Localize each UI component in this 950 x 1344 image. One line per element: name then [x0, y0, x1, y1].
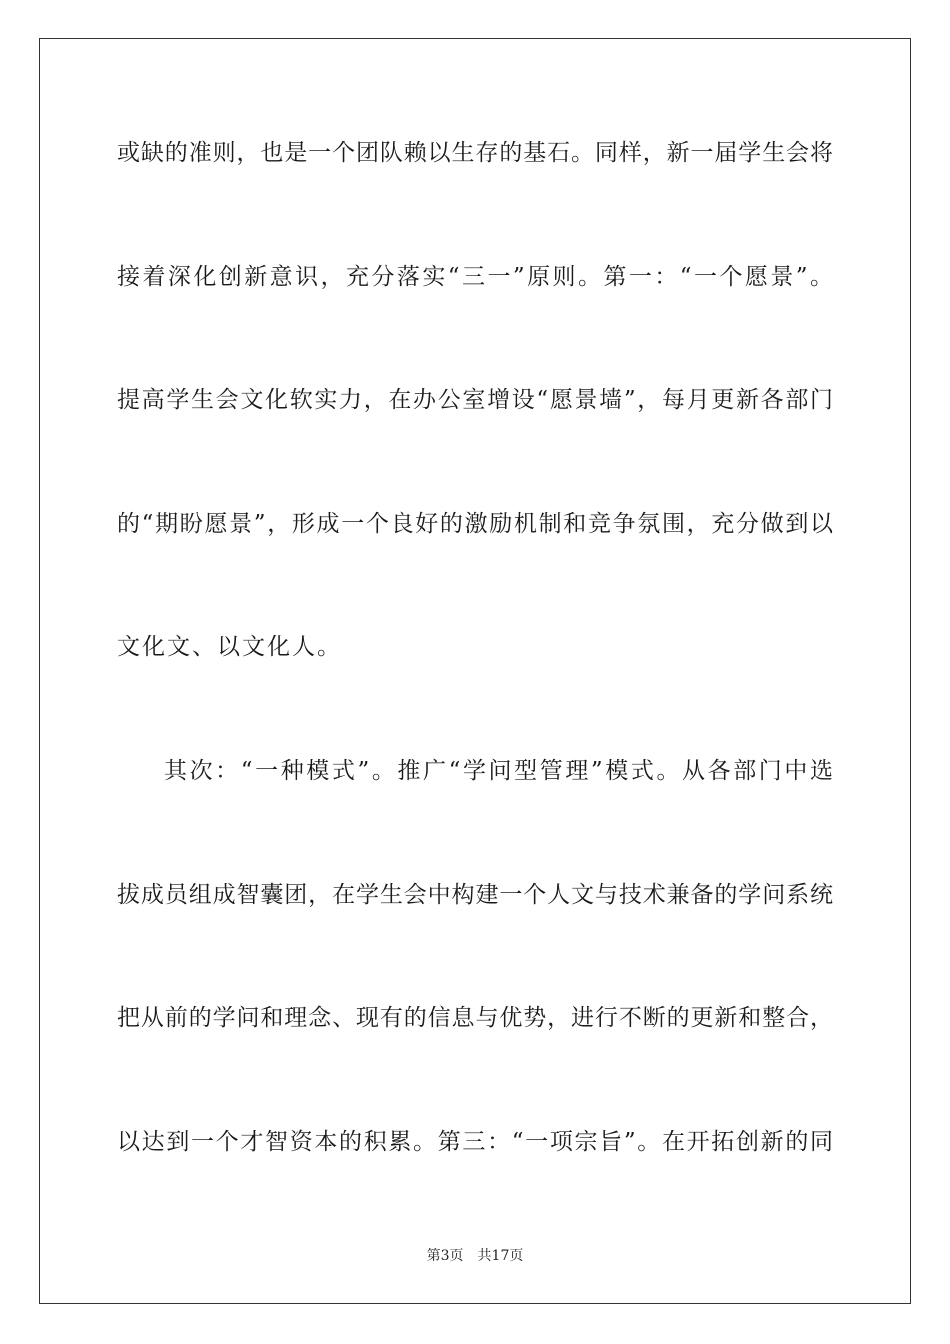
body-text-line-indented: 其次：“一种模式”。推广“学问型管理”模式。从各部门中选 [164, 758, 833, 784]
body-text-line: 或缺的准则，也是一个团队赖以生存的基石。同样，新一届学生会将 [117, 140, 833, 166]
body-text-line: 以达到一个才智资本的积累。第三：“一项宗旨”。在开拓创新的同 [117, 1129, 833, 1155]
body-text-line: 拔成员组成智囊团，在学生会中构建一个人文与技术兼备的学问系统 [117, 882, 833, 908]
page-number: 第3页 [426, 1248, 464, 1264]
body-text-line: 文化文、以文化人。 [117, 634, 342, 660]
body-text-line: 提高学生会文化软实力，在办公室增设“愿景墙”，每月更新各部门 [117, 387, 833, 413]
page-footer [0, 1247, 950, 1265]
body-text-line: 的“期盼愿景”，形成一个良好的激励机制和竞争氛围，充分做到以 [117, 511, 833, 537]
body-text-line: 接着深化创新意识，充分落实“三一”原则。第一：“一个愿景”。 [117, 264, 833, 290]
page-total: 共17页 [477, 1248, 524, 1264]
page-border [39, 38, 911, 1304]
body-text-line: 把从前的学问和理念、现有的信息与优势，进行不断的更新和整合， [117, 1005, 833, 1031]
